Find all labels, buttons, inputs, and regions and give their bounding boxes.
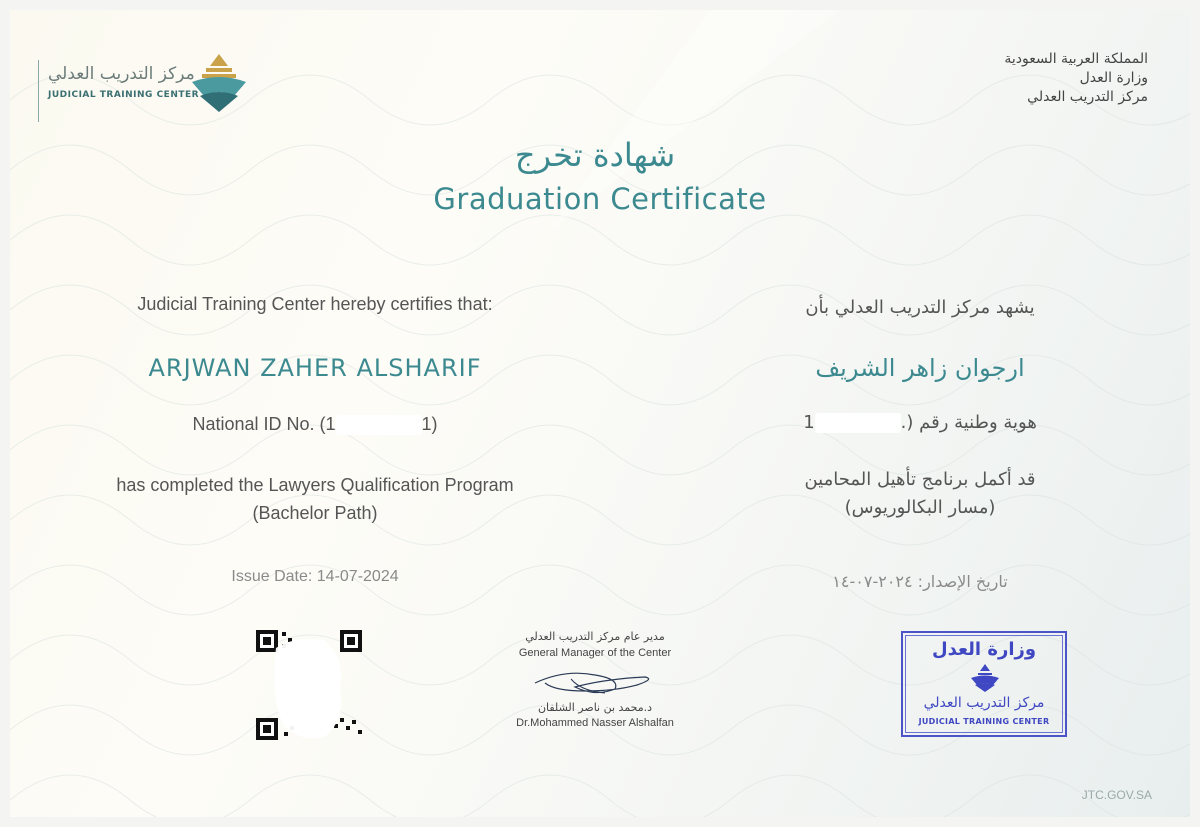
signatory-name-arabic: د.محمد بن ناصر الشلفان bbox=[537, 701, 653, 714]
jtc-logo bbox=[38, 52, 258, 122]
arabic-issue-date: تاريخ الإصدار: ٢٠٢٤-٠٧-١٤ bbox=[832, 572, 1008, 591]
logo-arabic-text: مركز التدريب العدلي bbox=[48, 64, 195, 84]
signatory-title-english: General Manager of the Center bbox=[518, 647, 672, 659]
english-program-line: has completed the Lawyers Qualification Program bbox=[116, 475, 514, 495]
signatory-title-arabic: مدير عام مركز التدريب العدلي bbox=[525, 630, 665, 643]
english-id-prefix: National ID No. (1 bbox=[192, 414, 336, 434]
ministry-heading bbox=[1004, 50, 1148, 107]
stamp-english-text: JUDICIAL TRAINING CENTER bbox=[918, 717, 1050, 726]
stamp-ministry-text: وزارة العدل bbox=[931, 639, 1037, 660]
signature-block bbox=[480, 630, 710, 729]
ministry-line-center: مركز التدريب العدلي bbox=[1027, 89, 1148, 105]
ministry-line-country: المملكة العربية السعودية bbox=[1004, 51, 1148, 67]
certificate-title-arabic-text: شهادة تخرج bbox=[514, 136, 676, 174]
english-completion-text bbox=[70, 471, 560, 527]
arabic-id-suffix: 1 bbox=[803, 412, 815, 433]
ministry-stamp bbox=[901, 631, 1067, 737]
english-id-suffix: 1) bbox=[421, 414, 438, 434]
signatory-name-english: Dr.Mohammed Nasser Alshalfan bbox=[516, 717, 674, 729]
arabic-id-prefix: هوية وطنية رقم (. bbox=[900, 412, 1037, 433]
certificate-title-arabic bbox=[10, 136, 1190, 174]
redaction-box bbox=[815, 413, 901, 433]
arabic-national-id bbox=[710, 412, 1130, 433]
arabic-program-line: قد أكمل برنامج تأهيل المحامين bbox=[804, 469, 1036, 490]
logo-divider bbox=[38, 60, 39, 122]
logo-english-text: JUDICIAL TRAINING CENTER bbox=[48, 90, 200, 100]
english-certifies-text: Judicial Training Center hereby certifies that: bbox=[137, 294, 493, 314]
arabic-recipient-name: ارجوان زاهر الشريف bbox=[815, 354, 1025, 382]
ministry-line-ministry: وزارة العدل bbox=[1079, 70, 1148, 86]
qr-code[interactable] bbox=[254, 628, 366, 746]
english-issue-date: Issue Date: 14-07-2024 bbox=[231, 568, 399, 585]
arabic-path-line: (مسار البكالوريوس) bbox=[844, 497, 996, 518]
english-path-line: (Bachelor Path) bbox=[252, 503, 378, 523]
arabic-completion-text bbox=[710, 466, 1130, 522]
certificate-page bbox=[10, 10, 1190, 817]
stamp-emblem-icon bbox=[969, 663, 1001, 693]
certificate-title-english: Graduation Certificate bbox=[433, 182, 767, 216]
website-link[interactable]: JTC.GOV.SA bbox=[1081, 788, 1152, 802]
handwritten-signature bbox=[525, 661, 665, 701]
english-recipient-name: ARJWAN ZAHER ALSHARIF bbox=[148, 354, 482, 382]
stamp-center-text: مركز التدريب العدلي bbox=[923, 695, 1045, 711]
jtc-emblem-icon bbox=[188, 52, 250, 114]
redaction-box bbox=[336, 415, 422, 435]
english-national-id bbox=[70, 414, 560, 435]
arabic-certifies-text: يشهد مركز التدريب العدلي بأن bbox=[805, 297, 1035, 318]
